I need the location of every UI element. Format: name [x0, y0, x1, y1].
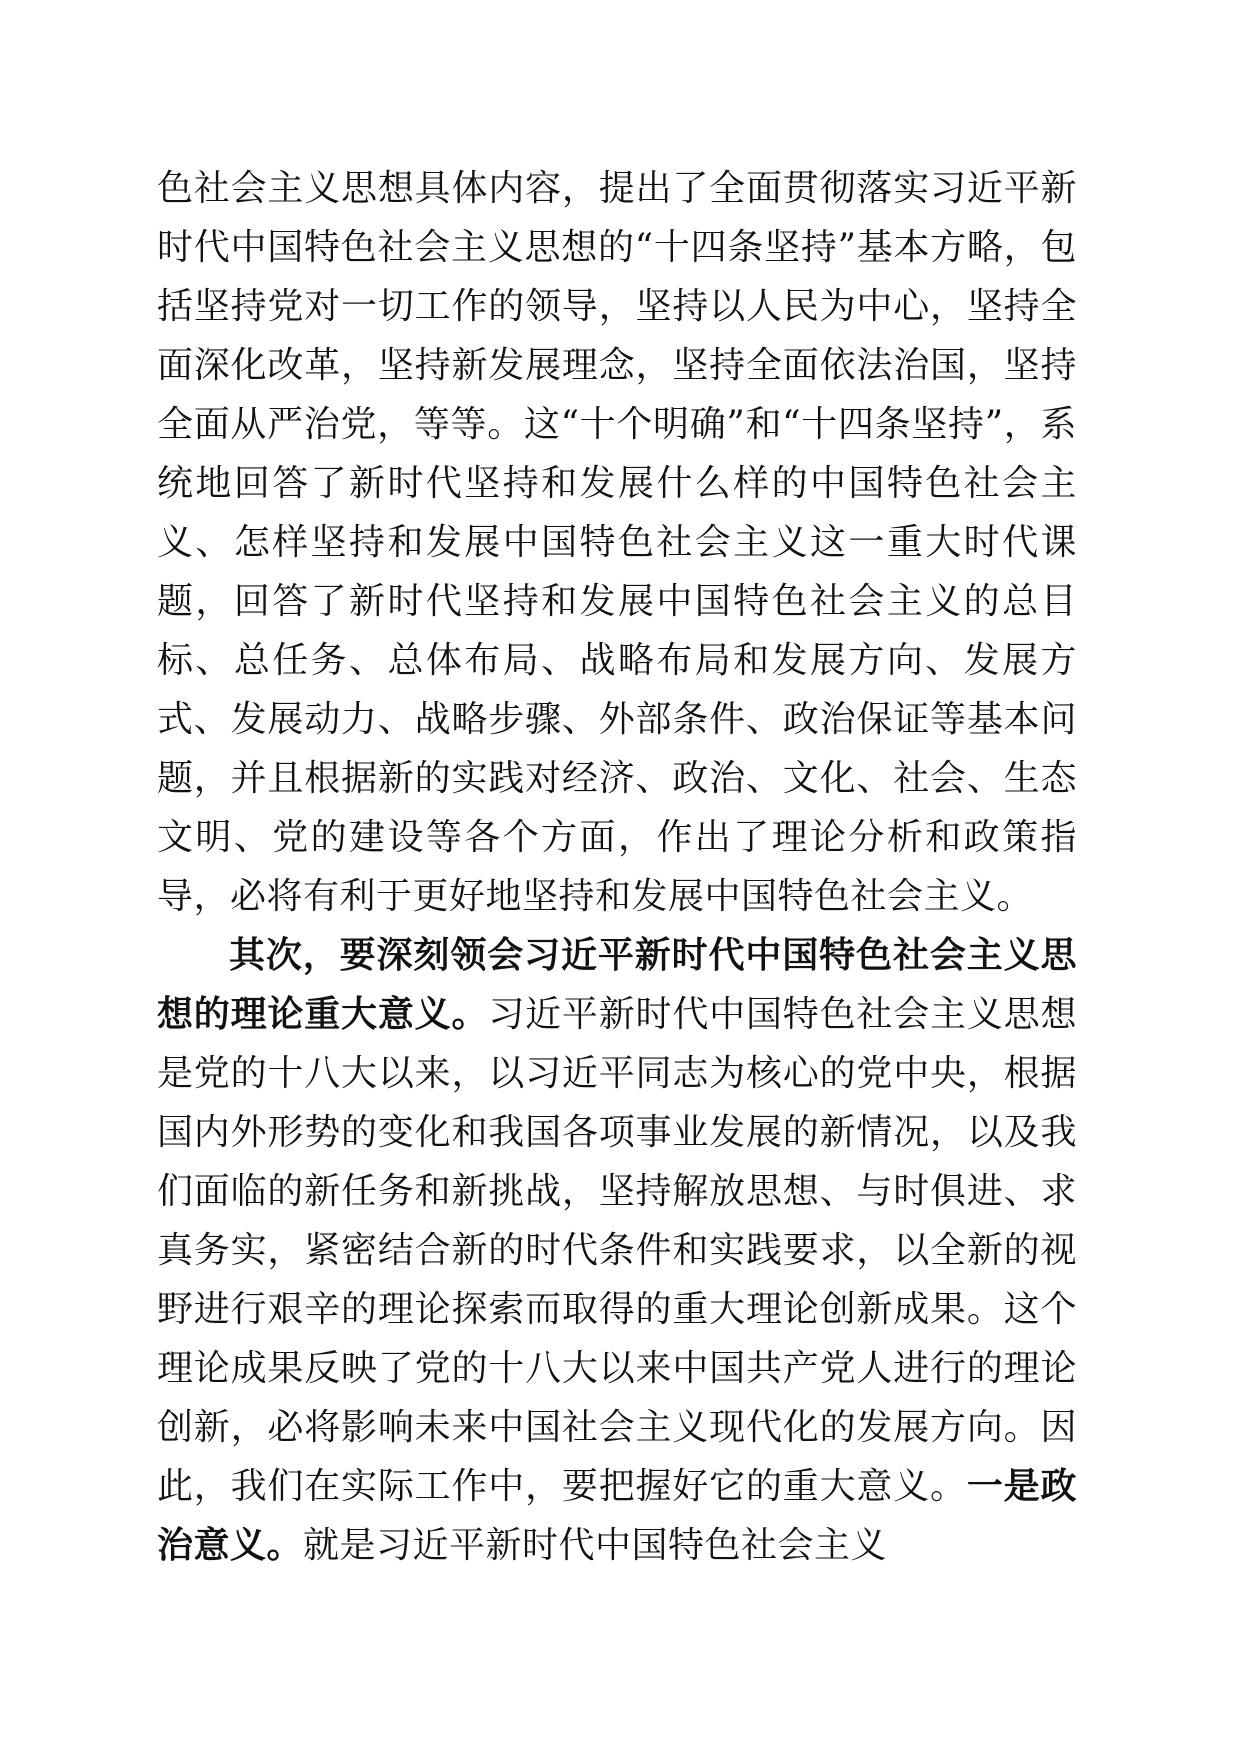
paragraph-continued [157, 159, 1077, 926]
paragraph-2-subheading: 一是政治意义。 [157, 1466, 1077, 1566]
document-body [157, 159, 1077, 1575]
paragraph-theoretical-significance [157, 926, 1077, 1575]
paragraph-1-text: 色社会主义思想具体内容，提出了全面贯彻落实习近平新时代中国特色社会主义思想的“十四条坚持”基本方略，包括坚持党对一切工作的领导，坚持以人民为中心，坚持全面深化改革，坚持新发展理念，坚持全面依法治国，坚持全面从严治党，等等。这“十个明确”和“十四条坚持”，系统地回答了新时代坚持和发展什么样的中国特色社会主义、怎样坚持和发展中国特色社会主义这一重大时代课题，回答了新时代坚持和发展中国特色社会主义的总目标、总任务、总体布局、战略布局和发展方向、发展方式、发展动力、战略步骤、外部条件、政治保证等基本问题，并且根据新的实践对经济、政治、文化、社会、生态文明、党的建设等各个方面，作出了理论分析和政策指导，必将有利于更好地坚持和发展中国特色社会主义。 [157, 168, 1077, 917]
paragraph-2-tail: 就是习近平新时代中国特色社会主义 [303, 1525, 888, 1566]
paragraph-2-heading: 其次，要深刻领会习近平新时代中国特色社会主义思想的理论重大意义。 [157, 935, 1077, 1035]
paragraph-2-body: 习近平新时代中国特色社会主义思想是党的十八大以来，以习近平同志为核心的党中央，根据国内外形势的变化和我国各项事业发展的新情况，以及我们面临的新任务和新挑战，坚持解放思想、与时俱进、求真务实，紧密结合新的时代条件和实践要求，以全新的视野进行艰辛的理论探索而取得的重大理论创新成果。这个理论成果反映了党的十八大以来中国共产党人进行的理论创新，必将影响未来中国社会主义现代化的发展方向。因此，我们在实际工作中，要把握好它的重大意义。 [157, 994, 1077, 1507]
